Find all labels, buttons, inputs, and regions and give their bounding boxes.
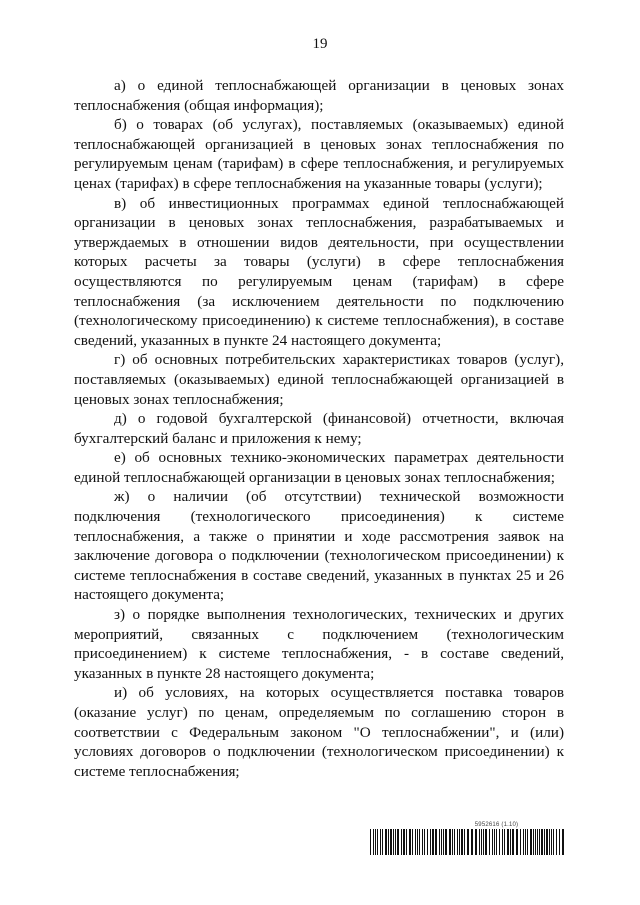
paragraph-a: а) о единой теплоснабжающей организации в ценовых зонах теплоснабжения (общая информация); xyxy=(74,77,564,114)
paragraph-g: г) об основных потребительских характеристиках товаров (услуг), поставляемых (оказываемых) единой теплоснабжающей организацией в ценовых зонах теплоснабжения; xyxy=(74,351,564,408)
paragraph-d: д) о годовой бухгалтерской (финансовой) отчетности, включая бухгалтерский баланс и приложения к нему; xyxy=(74,410,564,447)
paragraph-b: б) о товарах (об услугах), поставляемых (оказываемых) единой теплоснабжающей организацией в ценовых зонах теплоснабжения по регулируемым ценам (тарифам) в сфере теплоснабжения, и регулируемых ценах (тарифах) в сфере теплоснабжения на указанные товары (услуги); xyxy=(74,116,564,192)
barcode-icon xyxy=(370,829,564,855)
paragraph-i: и) об условиях, на которых осуществляется поставка товаров (оказание услуг) по ценам, определяемым по соглашению сторон в соответствии с Федеральным законом "О теплоснабжении", и (или) условиях договоров о подключении (технологическом присоединении) к системе теплоснабжения; xyxy=(74,684,564,780)
paragraph-zh: ж) о наличии (об отсутствии) технической возможности подключения (технологического присоединения) к системе теплоснабжения, а также о принятии и ходе рассмотрения заявок на заключение договора о подключении (технологическом присоединении) к системе теплоснабжения в составе сведений, указанных в пунктах 25 и 26 настоящего документа; xyxy=(74,488,564,604)
document-body xyxy=(74,76,564,781)
paragraph-v: в) об инвестиционных программах единой теплоснабжающей организации в ценовых зонах теплоснабжения, разрабатываемых и утверждаемых в отношении видов деятельности, при осуществлении которых расчеты за товары (услуги) в сфере теплоснабжения осуществляются по регулируемым ценам (тарифам) в сфере теплоснабжения (за исключением деятельности по подключению (технологическому присоединению) к системе теплоснабжения), в составе сведений, указанных в пункте 24 настоящего документа; xyxy=(74,194,564,349)
paragraph-e: е) об основных технико-экономических параметрах деятельности единой теплоснабжающей организации в ценовых зонах теплоснабжения; xyxy=(74,449,564,486)
paragraph-z: з) о порядке выполнения технологических, технических и других мероприятий, связанных с подключением (технологическим присоединением) к системе теплоснабжения, - в составе сведений, указанных в пункте 28 настоящего документа; xyxy=(74,606,564,682)
document-code: 5952616 (1.10) xyxy=(474,822,519,828)
page-number: 19 xyxy=(312,36,328,52)
